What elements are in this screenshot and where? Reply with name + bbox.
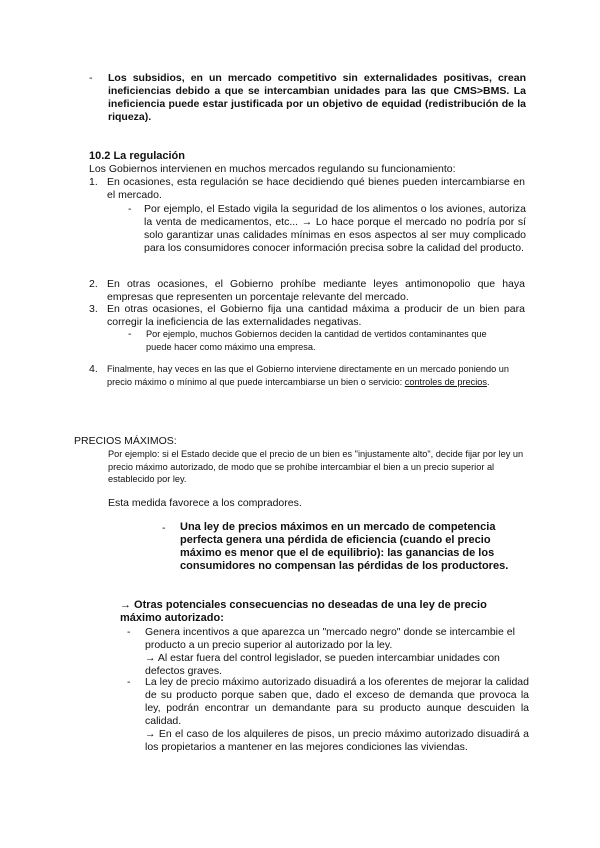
controles-de-precios-term: controles de precios [404, 376, 487, 387]
precios-maximos-favors: Esta medida favorece a los compradores. [108, 497, 302, 509]
consequence-black-market-text: Genera incentivos a que aparezca un "mercado negro" donde se intercambie el producto a un precio superior al autorizado por la ley. [145, 626, 515, 651]
consequence-bullet: - [127, 626, 131, 638]
consequence-quality-note: → En el caso de los alquileres de pisos, un precio máximo autorizado disuadirá a los propietarios a mantener en las mejores condiciones las viviendas. [145, 728, 529, 753]
consequence-quality-text: La ley de precio máximo autorizado disuadirá a los oferentes de mejorar la calidad de su producto porque saben que, dado el exceso de demanda que provoca la ley, podrán encontrar un demandante para su producto aunque descuiden la calidad. [145, 676, 529, 727]
consequence-bullet: - [127, 676, 131, 688]
consequence-black-market [145, 626, 529, 678]
list-item-3: En otras ocasiones, el Gobierno fija una cantidad máxima a producir de un bien para corregir la ineficiencia de las externalidades negativas. [107, 303, 525, 328]
section-heading-regulacion: 10.2 La regulación [89, 150, 185, 162]
precios-maximos-heading: PRECIOS MÁXIMOS: [74, 435, 177, 447]
sub-bullet: - [128, 203, 132, 215]
subsidios-paragraph: Los subsidios, en un mercado competitivo sin externalidades positivas, crean ineficiencias debido a que se intercambian unidades para las que CMS>BMS. La ineficiencia puede estar justificada por un objetivo de equidad (redistribución de la riqueza). [108, 72, 526, 123]
consequences-heading: → Otras potenciales consecuencias no deseadas de una ley de precio máximo autorizado: [120, 599, 487, 624]
sub-item-regulation-example: Por ejemplo, el Estado vigila la seguridad de los alimentos o los aviones, autoriza la venta de medicamentos, etc... → Lo hace porque el mercado no podría por sí solo garantizar unas calidades mínimas en esos aspectos al ser muy complicado para los consumidores conocer información precisa sobre la calidad del producto. [144, 203, 526, 254]
list-item-2: En otras ocasiones, el Gobierno prohíbe mediante leyes antimonopolio que haya empresas que representen un porcentaje relevante del mercado. [107, 278, 525, 303]
list-item-number: 2. [89, 278, 98, 290]
list-item-1: En ocasiones, esta regulación se hace decidiendo qué bienes pueden intercambiarse en el mercado. [107, 176, 525, 201]
subsidios-bullet: - [89, 72, 93, 84]
list-item-4-end: . [486, 376, 490, 387]
key-point-bullet: - [162, 522, 166, 534]
consequence-quality [145, 676, 529, 754]
consequence-black-market-note: → Al estar fuera del control legislador, se pueden intercambiar unidades con defectos graves. [145, 652, 500, 677]
regulacion-intro: Los Gobiernos intervienen en muchos mercados regulando su funcionamiento: [89, 163, 456, 175]
sub-item-vertidos-example: Por ejemplo, muchos Gobiernos deciden la cantidad de vertidos contaminantes que puede hacer como máximo una empresa. [146, 329, 487, 352]
list-item-4 [107, 363, 529, 388]
key-point-efficiency-loss: Una ley de precios máximos en un mercado de competencia perfecta genera una pérdida de eficiencia (cuando el precio máximo es menor que el de equilibrio): las ganancias de los consumidores no compensan las pérdidas de los productores. [180, 521, 509, 572]
list-item-number: 1. [89, 176, 98, 188]
list-item-number: 3. [89, 303, 98, 315]
sub-bullet: - [128, 328, 132, 340]
precios-maximos-example: Por ejemplo: si el Estado decide que el precio de un bien es "injustamente alto", decide fijar por ley un precio máximo autorizado, de modo que se prohíbe intercambiar el bien a un precio superior al establecido por ley. [108, 449, 524, 484]
list-item-number: 4. [89, 363, 98, 375]
list-item-4-text: Finalmente, hay veces en las que el Gobierno interviene directamente en un mercado poniendo un precio máximo o mínimo al que puede intercambiarse un bien o servicio: [107, 364, 509, 387]
